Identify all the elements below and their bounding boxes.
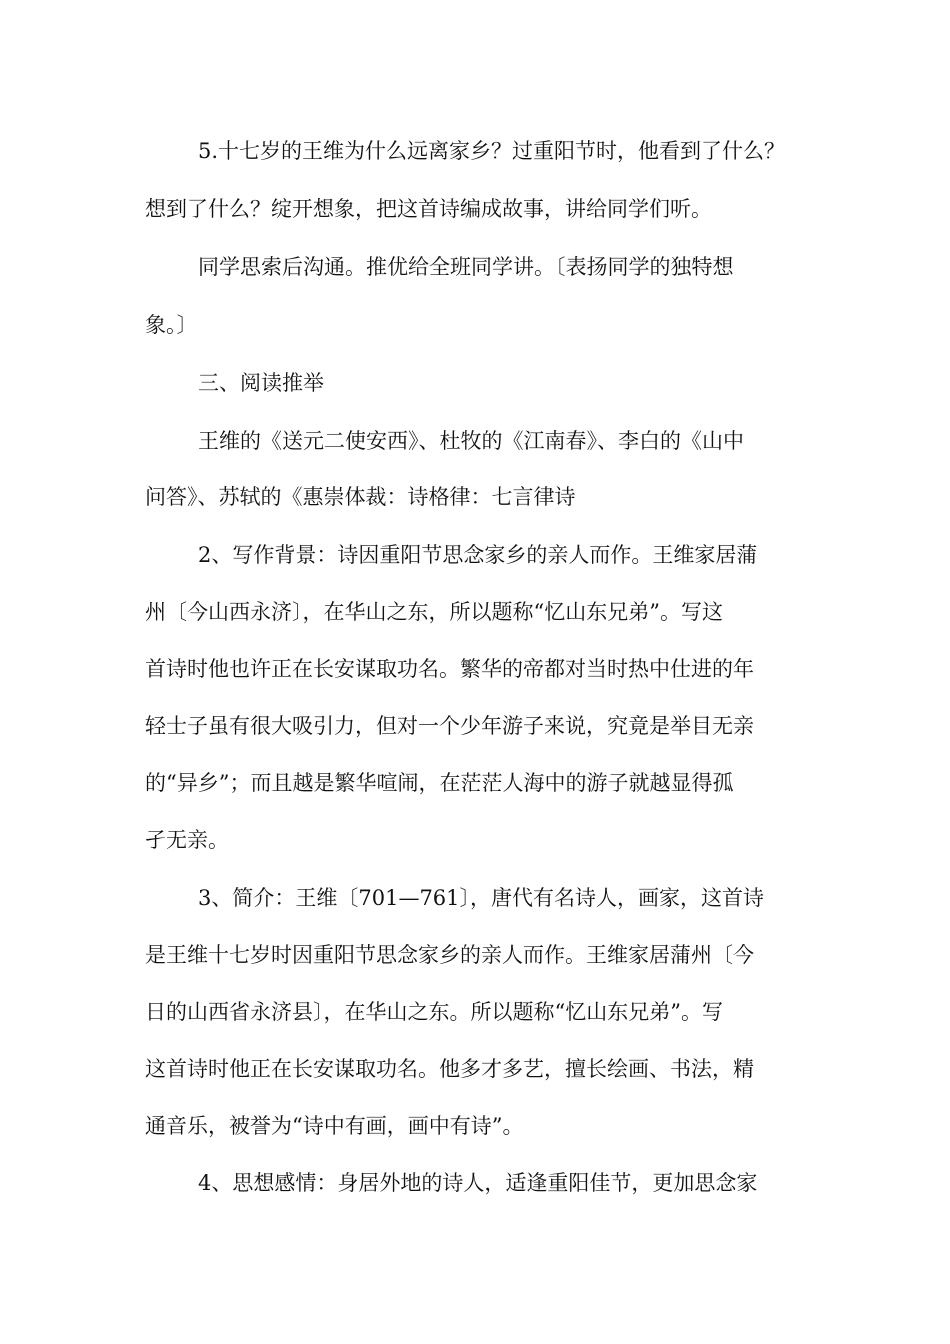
text-line-q5-2: 想到了什么？绽开想象，把这首诗编成故事，讲给同学们听。 (145, 197, 712, 221)
text-line-background-1: 2、写作背景：诗因重阳节思念家乡的亲人而作。王维家居蒲 (198, 543, 758, 567)
text-line-reading-1: 王维的《送元二使安西》、杜牧的《江南春》、李白的《山中 (198, 429, 744, 453)
text-line-background-5: 的“异乡”；而且越是繁华喧闹，在茫茫人海中的游子就越显得孤 (145, 771, 734, 795)
section-heading-reading: 三、阅读推举 (198, 371, 324, 395)
text-line-emotion-1: 4、思想感情：身居外地的诗人，适逢重阳佳节，更加思念家 (198, 1171, 758, 1195)
text-line-discussion-2: 象。〕 (145, 313, 198, 337)
text-line-intro-3: 日的山西省永济县〕，在华山之东。所以题称“忆山东兄弟”。写 (145, 1000, 723, 1024)
text-line-discussion-1: 同学思索后沟通。推优给全班同学讲。〔表扬同学的独特想 (198, 255, 734, 279)
text-line-background-4: 轻士子虽有很大吸引力，但对一个少年游子来说，究竟是举目无亲 (145, 714, 754, 738)
text-line-reading-2: 问答》、苏轼的《惠崇体裁：诗格律：七言律诗 (145, 485, 576, 509)
text-line-intro-2: 是王维十七岁时因重阳节思念家乡的亲人而作。王维家居蒲州〔今 (145, 943, 754, 967)
text-line-background-6: 孑无亲。 (145, 828, 229, 852)
text-line-q5-1: 5.十七岁的王维为什么远离家乡？过重阳节时，他看到了什么？ (198, 139, 786, 163)
text-line-background-2: 州〔今山西永济〕，在华山之东，所以题称“忆山东兄弟”。写这 (145, 600, 723, 624)
text-line-intro-1: 3、简介：王维〔701—761〕，唐代有名诗人，画家，这首诗 (198, 886, 765, 910)
text-line-background-3: 首诗时他也许正在长安谋取功名。繁华的帝都对当时热中仕进的年 (145, 657, 754, 681)
text-line-intro-5: 通音乐，被誉为“诗中有画，画中有诗”。 (145, 1114, 524, 1138)
text-line-intro-4: 这首诗时他正在长安谋取功名。他多才多艺，擅长绘画、书法，精 (145, 1057, 754, 1081)
